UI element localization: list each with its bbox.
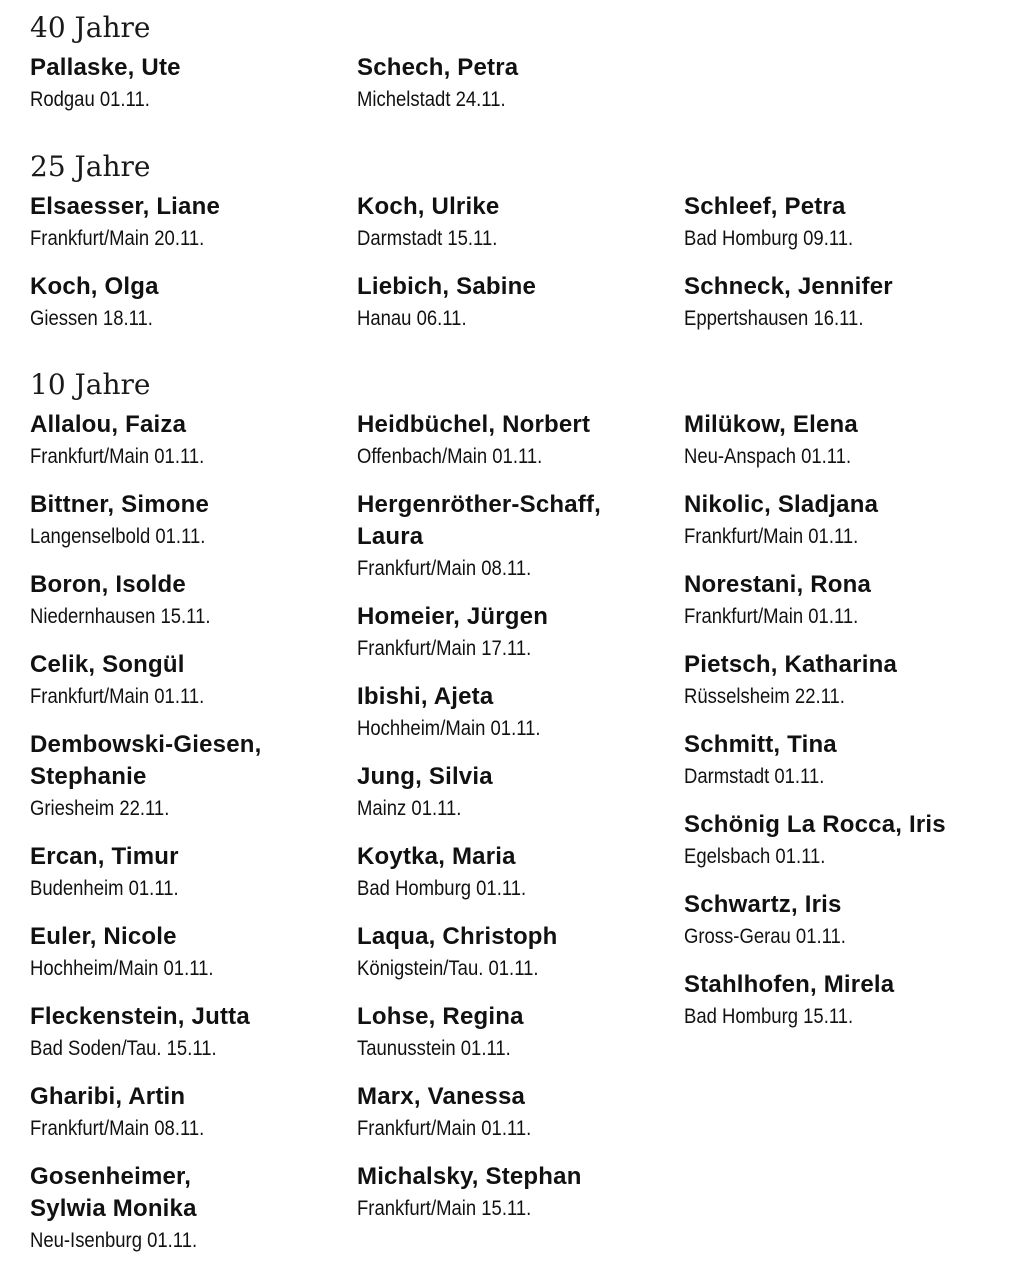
list-item (30, 1161, 357, 1257)
list-item (357, 271, 684, 335)
place-date: Frankfurt/Main 01.11. (30, 445, 205, 468)
place-date: Taunusstein 01.11. (357, 1037, 511, 1060)
column-1 (30, 191, 357, 351)
person-name: Hergenröther-Schaff, Laura (357, 491, 602, 550)
section-heading: 25 Jahre (30, 150, 151, 183)
person-name: Gharibi, Artin (30, 1083, 186, 1110)
section-heading: 10 Jahre (30, 368, 151, 401)
section-40-jahre (30, 12, 990, 132)
place-date: Frankfurt/Main 17.11. (357, 637, 532, 660)
person-name: Pallaske, Ute (30, 54, 181, 81)
place-date: Offenbach/Main 01.11. (357, 445, 543, 468)
list-item (30, 271, 357, 335)
place-date: Königstein/Tau. 01.11. (357, 957, 539, 980)
place-date: Michelstadt 24.11. (357, 88, 506, 111)
list-item (684, 649, 1011, 713)
person-name: Marx, Vanessa (357, 1083, 526, 1110)
section-columns (30, 52, 990, 132)
person-name: Elsaesser, Liane (30, 193, 220, 220)
list-item (30, 52, 357, 116)
place-date: Egelsbach 01.11. (684, 845, 826, 868)
list-item (684, 271, 1011, 335)
place-date: Niedernhausen 15.11. (30, 605, 211, 628)
person-name: Dembowski-Giesen, Stephanie (30, 731, 262, 790)
list-item (30, 921, 357, 985)
place-date: Neu-Anspach 01.11. (684, 445, 852, 468)
person-name: Jung, Silvia (357, 763, 493, 790)
person-name: Schleef, Petra (684, 193, 846, 220)
place-date: Griesheim 22.11. (30, 797, 170, 820)
section-heading: 40 Jahre (30, 11, 151, 44)
person-name: Schneck, Jennifer (684, 273, 893, 300)
list-item (357, 409, 684, 473)
place-date: Neu-Isenburg 01.11. (30, 1229, 198, 1252)
list-item (684, 729, 1011, 793)
person-name: Gosenheimer, Sylwia Monika (30, 1163, 197, 1222)
list-item (357, 1081, 684, 1145)
person-name: Laqua, Christoph (357, 923, 558, 950)
section-columns (30, 191, 990, 351)
person-name: Allalou, Faiza (30, 411, 187, 438)
list-item (357, 841, 684, 905)
list-item (30, 569, 357, 633)
list-item (30, 1081, 357, 1145)
place-date: Eppertshausen 16.11. (684, 307, 864, 330)
person-name: Liebich, Sabine (357, 273, 537, 300)
place-date: Langenselbold 01.11. (30, 525, 206, 548)
column-2 (357, 409, 684, 1273)
person-name: Schech, Petra (357, 54, 519, 81)
list-item (357, 52, 684, 116)
list-item (357, 489, 684, 585)
list-item (30, 841, 357, 905)
list-item (30, 729, 357, 825)
list-item (684, 969, 1011, 1033)
person-name: Milükow, Elena (684, 411, 858, 438)
place-date: Frankfurt/Main 08.11. (357, 557, 532, 580)
person-name: Schwartz, Iris (684, 891, 842, 918)
person-name: Schmitt, Tina (684, 731, 837, 758)
place-date: Giessen 18.11. (30, 307, 153, 330)
person-name: Koch, Ulrike (357, 193, 500, 220)
person-name: Boron, Isolde (30, 571, 186, 598)
place-date: Bad Homburg 01.11. (357, 877, 527, 900)
column-3 (684, 191, 1011, 351)
place-date: Darmstadt 15.11. (357, 227, 498, 250)
place-date: Frankfurt/Main 01.11. (357, 1117, 532, 1140)
place-date: Frankfurt/Main 01.11. (684, 605, 859, 628)
list-item (357, 761, 684, 825)
person-name: Euler, Nicole (30, 923, 177, 950)
list-item (684, 409, 1011, 473)
place-date: Budenheim 01.11. (30, 877, 179, 900)
place-date: Gross-Gerau 01.11. (684, 925, 846, 948)
section-10-jahre (30, 369, 990, 1273)
person-name: Michalsky, Stephan (357, 1163, 582, 1190)
column-2 (357, 191, 684, 351)
person-name: Stahlhofen, Mirela (684, 971, 895, 998)
place-date: Hanau 06.11. (357, 307, 467, 330)
place-date: Frankfurt/Main 08.11. (30, 1117, 205, 1140)
person-name: Koytka, Maria (357, 843, 516, 870)
section-columns (30, 409, 990, 1273)
list-item (30, 409, 357, 473)
place-date: Frankfurt/Main 20.11. (30, 227, 205, 250)
person-name: Nikolic, Sladjana (684, 491, 879, 518)
column-1 (30, 409, 357, 1273)
person-name: Koch, Olga (30, 273, 159, 300)
place-date: Hochheim/Main 01.11. (357, 717, 541, 740)
list-item (30, 1001, 357, 1065)
place-date: Rüsselsheim 22.11. (684, 685, 845, 708)
person-name: Schönig La Rocca, Iris (684, 811, 946, 838)
list-item (357, 191, 684, 255)
person-name: Celik, Songül (30, 651, 185, 678)
list-item (30, 489, 357, 553)
place-date: Darmstadt 01.11. (684, 765, 825, 788)
person-name: Bittner, Simone (30, 491, 210, 518)
list-item (357, 1001, 684, 1065)
person-name: Heidbüchel, Norbert (357, 411, 591, 438)
column-3 (684, 52, 1011, 132)
person-name: Lohse, Regina (357, 1003, 524, 1030)
place-date: Bad Homburg 09.11. (684, 227, 854, 250)
list-item (357, 921, 684, 985)
place-date: Bad Homburg 15.11. (684, 1005, 854, 1028)
list-item (357, 681, 684, 745)
place-date: Bad Soden/Tau. 15.11. (30, 1037, 217, 1060)
list-item (684, 889, 1011, 953)
place-date: Frankfurt/Main 15.11. (357, 1197, 532, 1220)
section-25-jahre (30, 151, 990, 351)
place-date: Frankfurt/Main 01.11. (30, 685, 205, 708)
place-date: Mainz 01.11. (357, 797, 462, 820)
person-name: Fleckenstein, Jutta (30, 1003, 250, 1030)
list-item (357, 1161, 684, 1225)
person-name: Norestani, Rona (684, 571, 872, 598)
list-item (684, 191, 1011, 255)
list-item (684, 809, 1011, 873)
person-name: Pietsch, Katharina (684, 651, 898, 678)
place-date: Rodgau 01.11. (30, 88, 150, 111)
list-item (357, 601, 684, 665)
list-item (30, 191, 357, 255)
person-name: Ibishi, Ajeta (357, 683, 494, 710)
list-item (684, 489, 1011, 553)
list-item (684, 569, 1011, 633)
person-name: Ercan, Timur (30, 843, 179, 870)
column-1 (30, 52, 357, 132)
person-name: Homeier, Jürgen (357, 603, 549, 630)
place-date: Hochheim/Main 01.11. (30, 957, 214, 980)
column-3 (684, 409, 1011, 1273)
list-item (30, 649, 357, 713)
place-date: Frankfurt/Main 01.11. (684, 525, 859, 548)
column-2 (357, 52, 684, 132)
